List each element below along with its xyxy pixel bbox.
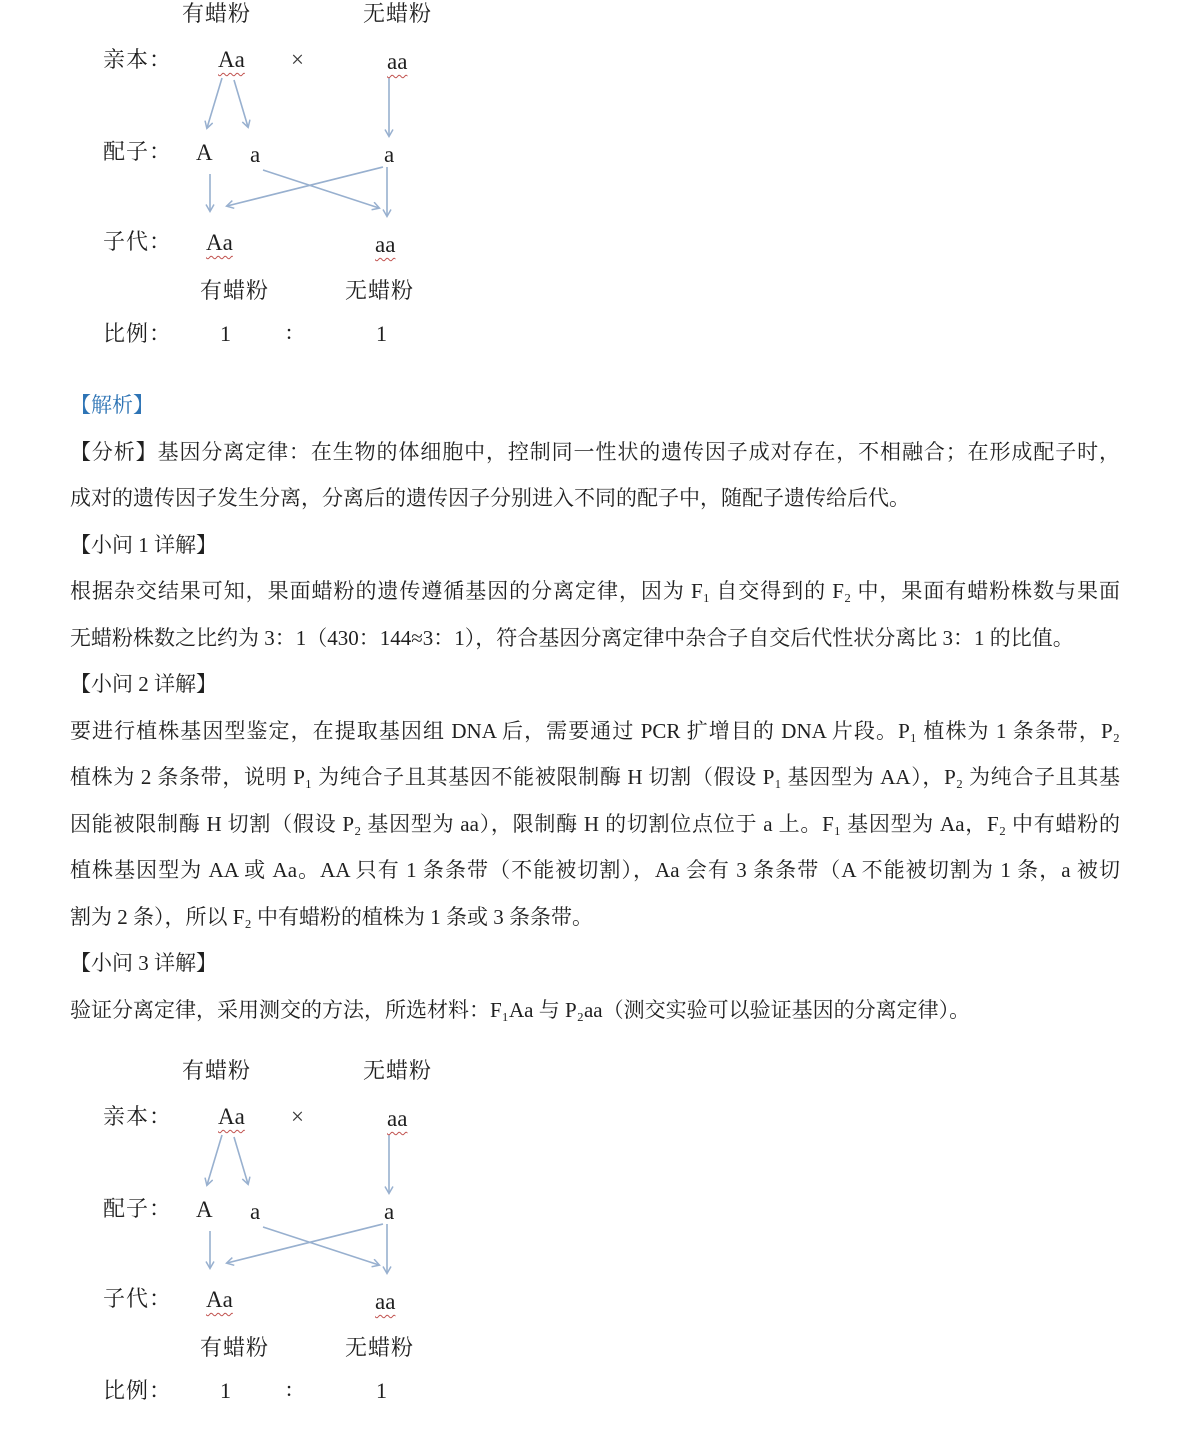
subquestion-2-line: 植株基因型为 AA 或 Aa。AA 只有 1 条条带（不能被切割），Aa 会有 3 条条带（A 不能被切割为 1 条，a 被切 [70,858,1120,882]
offspring-genotype-right: aa [375,1289,396,1314]
trait-label-left: 有蜡粉 [182,1058,252,1083]
subquestion-2-line: 植株为 2 条条带，说明 P₁ 为纯合子且其基因不能被限制酶 H 切割（假设 P₁ 基因型为 AA），P₂ 为纯合子且其基 [70,765,1120,789]
offspring-genotype-left: Aa [206,230,233,255]
ratio-colon: : [286,319,293,344]
analysis-paragraph-line: 【分析】基因分离定律：在生物的体细胞中，控制同一性状的遗传因子成对存在，不相融合；在形成配子时， [70,439,1120,464]
parents-row-label: 亲本： [103,47,173,72]
ratio-row-label: 比例： [103,1378,173,1403]
subquestion-1-line: 无蜡粉株数之比约为 3：1（430：144≈3：1），符合基因分离定律中杂合子自交后代性状分离比 3：1 的比值。 [70,625,1074,650]
gametes-row-label: 配子： [103,1196,173,1221]
trait-label-right: 无蜡粉 [363,1,433,26]
cross-symbol: × [291,47,304,72]
section-heading-jiexi: 【解析】 [70,393,154,417]
subquestion-3-line: 验证分离定律，采用测交的方法，所选材料：F₁Aa 与 P₂aa（测交实验可以验证基因的分离定律）。 [70,997,971,1022]
subquestion-3-heading: 【小问 3 详解】 [70,951,217,975]
gamete-A: A [196,140,213,165]
subquestion-1-heading: 【小问 1 详解】 [70,532,217,557]
subquestion-2-heading: 【小问 2 详解】 [70,672,217,696]
gametes-row-label: 配子： [103,139,173,164]
ratio-value-left: 1 [220,1378,231,1403]
trait-label-left: 有蜡粉 [182,1,252,26]
ratio-value-left: 1 [220,321,231,346]
offspring-trait-right: 无蜡粉 [345,278,415,303]
cross-symbol: × [291,1104,304,1129]
parent-genotype-left: Aa [218,1104,245,1129]
gamete-a-left: a [250,1199,261,1224]
parent-genotype-left: Aa [218,47,245,72]
genetic-cross-diagram-top [70,0,500,368]
offspring-trait-left: 有蜡粉 [200,1335,270,1360]
parent-genotype-right: aa [387,49,408,74]
genetic-cross-diagram-bottom [70,1057,500,1425]
subquestion-2-line: 割为 2 条），所以 F₂ 中有蜡粉的植株为 1 条或 3 条条带。 [70,904,593,929]
trait-label-right: 无蜡粉 [363,1058,433,1083]
offspring-genotype-right: aa [375,232,396,257]
offspring-genotype-left: Aa [206,1287,233,1312]
ratio-colon: : [286,1376,293,1401]
offspring-trait-right: 无蜡粉 [345,1335,415,1360]
offspring-row-label: 子代： [103,1286,173,1311]
analysis-paragraph-line: 成对的遗传因子发生分离，分离后的遗传因子分别进入不同的配子中，随配子遗传给后代。 [70,486,910,510]
parent-genotype-right: aa [387,1106,408,1131]
gamete-a-right: a [384,142,395,167]
subquestion-2-line: 要进行植株基因型鉴定，在提取基因组 DNA 后，需要通过 PCR 扩增目的 DNA 片段。P₁ 植株为 1 条条带，P₂ [70,718,1120,743]
subquestion-1-line: 根据杂交结果可知，果面蜡粉的遗传遵循基因的分离定律，因为 F₁ 自交得到的 F₂ 中，果面有蜡粉株数与果面 [70,579,1120,603]
gamete-a-left: a [250,142,261,167]
offspring-row-label: 子代： [103,229,173,254]
gamete-a-right: a [384,1199,395,1224]
ratio-row-label: 比例： [103,321,173,346]
ratio-value-right: 1 [376,1378,387,1403]
gamete-A: A [196,1197,213,1222]
analysis-section [70,382,1120,1033]
ratio-value-right: 1 [376,321,387,346]
parents-row-label: 亲本： [103,1104,173,1129]
subquestion-2-line: 因能被限制酶 H 切割（假设 P₂ 基因型为 aa），限制酶 H 的切割位点位于 a 上。F₁ 基因型为 Aa，F₂ 中有蜡粉的 [70,811,1120,836]
offspring-trait-left: 有蜡粉 [200,278,270,303]
